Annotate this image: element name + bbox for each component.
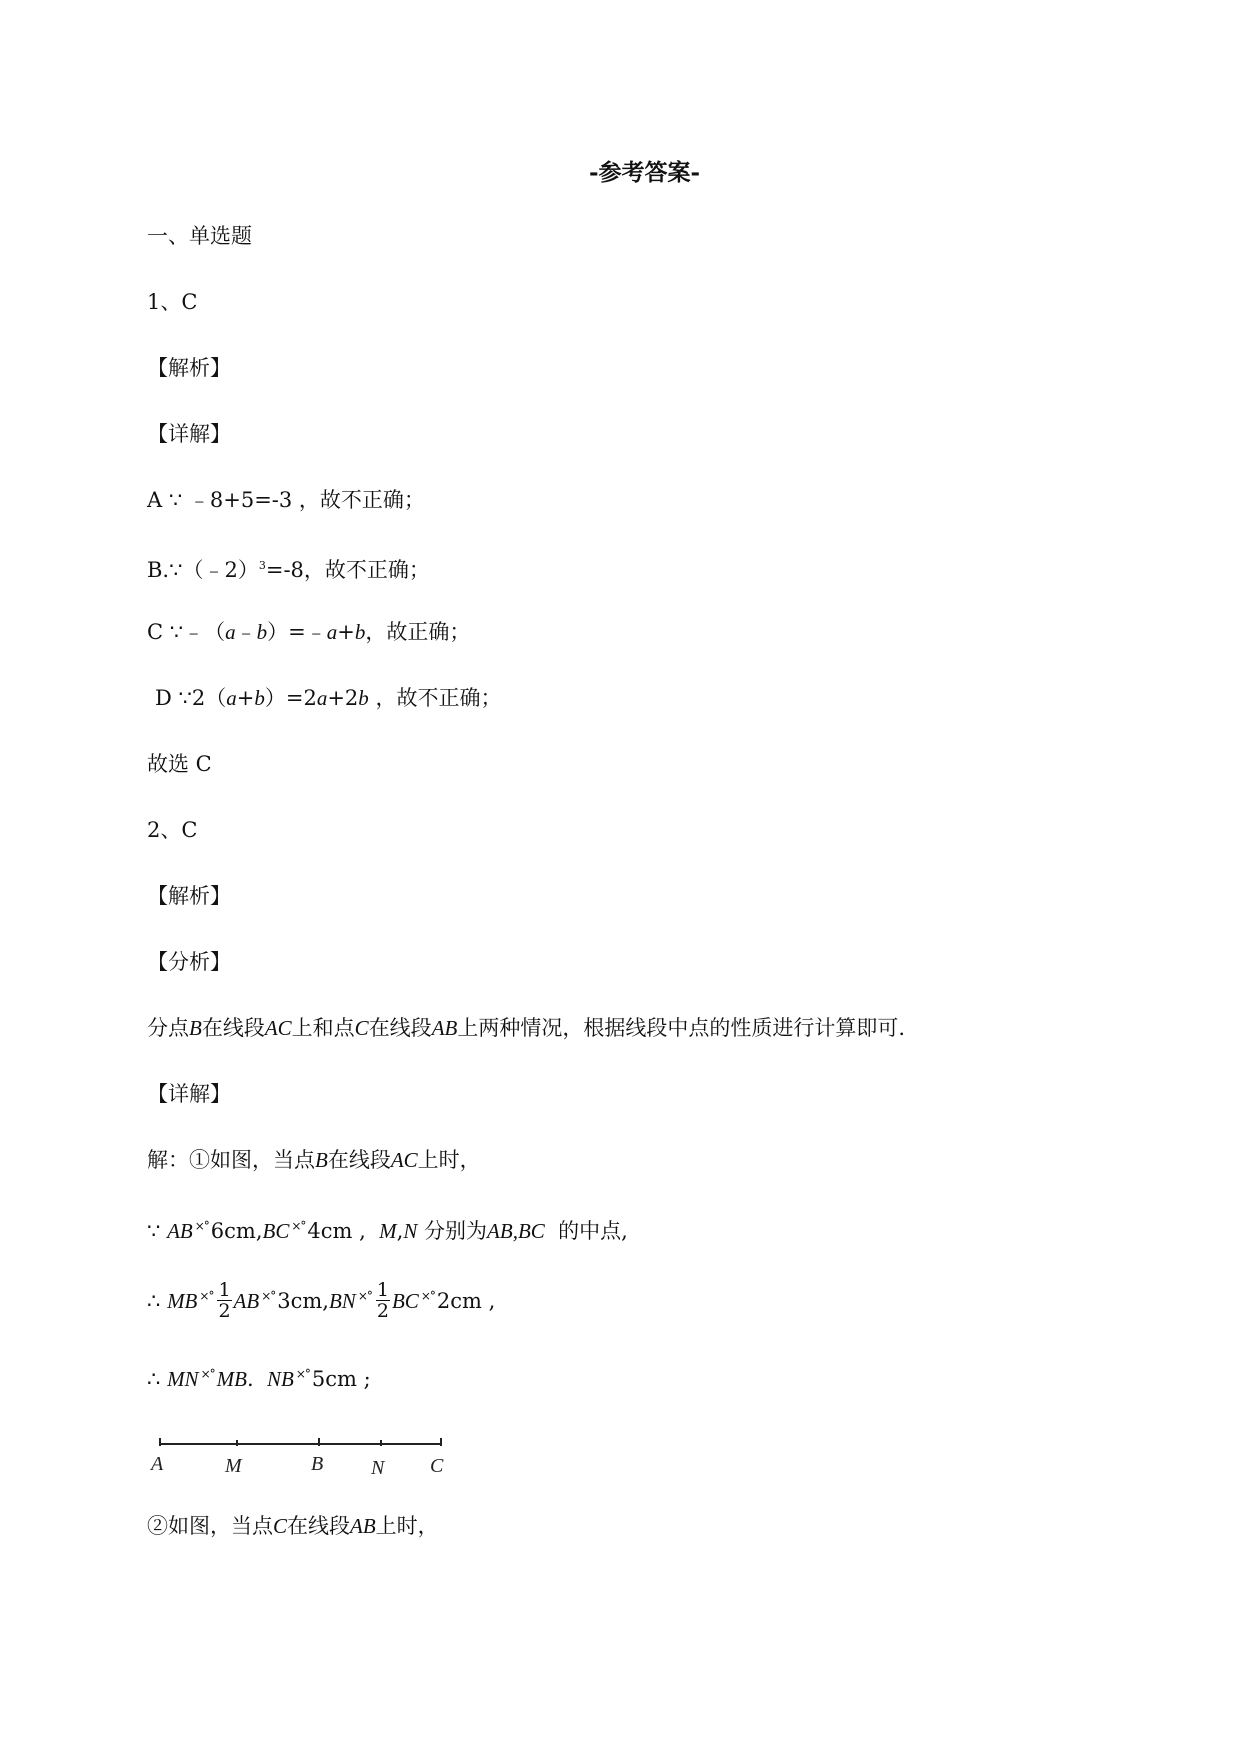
q2-analysis-p2: 在线段 <box>201 1016 265 1040</box>
q2-given <box>147 1212 628 1245</box>
equals-glyph: ×° <box>357 1289 372 1303</box>
q1-d-mid: ）=2 <box>264 686 317 710</box>
q1-c-b2: b <box>354 620 366 644</box>
q1-c-mid: ﹣ <box>235 620 257 644</box>
q2-given-bc-val: 4cm , <box>307 1219 366 1243</box>
q1-c-a2: a <box>326 620 338 644</box>
q1-analysis-header: 【解析】 <box>147 356 231 380</box>
q2-case2-p1: ②如图，当点 <box>147 1514 273 1538</box>
equals-glyph: ×° <box>420 1289 435 1303</box>
label-c: C <box>430 1455 444 1477</box>
q1-option-c <box>147 618 470 646</box>
label-b: B <box>311 1453 324 1475</box>
q1-d-plus: + <box>236 686 255 710</box>
q1-option-a: A ∵ ﹣8+5=-3 ，故不正确； <box>147 488 425 512</box>
q2-case2 <box>147 1512 439 1540</box>
q2-analysis-p3: 上和点 <box>291 1016 355 1040</box>
fraction-half <box>217 1280 231 1321</box>
q1-d-a2: a <box>316 686 328 710</box>
q2-analysis-c: C <box>354 1016 369 1040</box>
q2-given-ab: AB <box>167 1219 193 1243</box>
q2-case2-c: C <box>273 1514 288 1538</box>
q1-c-plus: + <box>337 620 355 644</box>
q2-analysis-sub: 【分析】 <box>147 950 231 974</box>
q1-d-b: b <box>254 686 265 710</box>
q2-step1-val2: 2cm , <box>436 1289 496 1313</box>
q1-c-a: a <box>225 620 236 644</box>
q1-c-suffix: ，故正确； <box>365 620 471 644</box>
q2-case1-p3: 上时， <box>417 1148 481 1172</box>
q2-given-text2: 的中点, <box>558 1219 628 1243</box>
fraction-denominator: 2 <box>376 1300 389 1322</box>
q2-step2-dot: . <box>246 1367 254 1391</box>
q1-b-part2: =-8，故不正确； <box>265 558 430 582</box>
q1-option-d <box>155 684 501 712</box>
q2-answer: 2、C <box>147 818 198 842</box>
q2-case2-p2: 在线段 <box>287 1514 351 1538</box>
q1-b-exponent: 3 <box>258 559 266 572</box>
q2-case1-p2: 在线段 <box>327 1148 391 1172</box>
q2-case1 <box>147 1146 481 1174</box>
q2-case2-ab: AB <box>350 1514 376 1538</box>
q2-step1-bn: BN <box>328 1289 356 1313</box>
q2-analysis-ac: AC <box>264 1016 292 1040</box>
fraction-denominator: 2 <box>218 1300 231 1322</box>
q2-step2-mn: MN <box>167 1367 199 1391</box>
q1-d-a: a <box>226 686 237 710</box>
q1-c-mid2: ）=﹣ <box>267 620 327 644</box>
q1-d-b2: b <box>358 686 369 710</box>
q2-step1-val: 3cm, <box>277 1289 329 1313</box>
q2-step1-ab: AB <box>233 1289 260 1313</box>
q2-step2-val: 5cm ; <box>311 1367 371 1391</box>
q2-detail-header: 【详解】 <box>147 1082 231 1106</box>
q2-case2-p3: 上时， <box>375 1514 439 1538</box>
q1-d-plus2: +2 <box>327 686 359 710</box>
q2-case1-p1: 解：①如图，当点 <box>147 1148 315 1172</box>
fraction-half <box>376 1280 390 1321</box>
q2-step1-mb: MB <box>167 1289 198 1313</box>
q2-analysis-ab: AB <box>431 1016 458 1040</box>
fraction-numerator: 1 <box>376 1279 389 1301</box>
section-heading: 一、单选题 <box>147 224 252 248</box>
equals-glyph: ×° <box>199 1289 214 1303</box>
page-title: -参考答案- <box>588 159 701 186</box>
q2-given-comma: , <box>396 1219 404 1243</box>
q2-given-abbc: AB,BC <box>487 1219 545 1243</box>
q1-answer: 1、C <box>147 290 198 314</box>
q2-analysis-p1: 分点 <box>147 1016 189 1040</box>
equals-glyph: ×° <box>194 1219 209 1233</box>
equals-glyph: ×° <box>261 1289 276 1303</box>
label-a: A <box>151 1453 164 1475</box>
q2-analysis-b: B <box>189 1016 202 1040</box>
equals-glyph: ×° <box>295 1367 310 1381</box>
q1-b-part1: B.∵（﹣2） <box>147 558 259 582</box>
q1-d-prefix: D ∵2（ <box>155 686 227 710</box>
label-n: N <box>371 1457 385 1479</box>
q2-given-n: N <box>403 1219 418 1243</box>
q2-analysis-header: 【解析】 <box>147 884 231 908</box>
q2-step1 <box>147 1279 496 1323</box>
q1-option-b <box>147 552 430 584</box>
q2-step2-nb: NB <box>267 1367 294 1391</box>
q1-c-b: b <box>256 620 268 644</box>
segment-figure <box>145 1430 465 1490</box>
q2-given-m: M <box>379 1219 397 1243</box>
q2-given-bc: BC <box>262 1219 290 1243</box>
therefore-symbol: ∴ <box>147 1289 161 1313</box>
q2-case1-ac: AC <box>390 1148 418 1172</box>
q2-analysis-p4: 在线段 <box>368 1016 432 1040</box>
q2-analysis-p5: 上两种情况，根据线段中点的性质进行计算即可. <box>457 1016 906 1040</box>
q2-case1-b: B <box>315 1148 328 1172</box>
q2-analysis-text <box>147 1014 905 1042</box>
q2-given-ab-val: 6cm, <box>210 1219 263 1243</box>
fraction-numerator: 1 <box>218 1279 231 1301</box>
q1-detail-header: 【详解】 <box>147 422 231 446</box>
equals-glyph: ×° <box>200 1367 215 1381</box>
q1-c-prefix: C ∵﹣（ <box>147 620 226 644</box>
q2-step1-bc: BC <box>391 1289 419 1313</box>
q1-d-suffix: ，故不正确； <box>368 686 502 710</box>
q1-conclusion: 故选 C <box>147 752 212 776</box>
q2-step2 <box>147 1360 371 1393</box>
label-m: M <box>225 1455 242 1477</box>
therefore-symbol: ∴ <box>147 1367 161 1391</box>
q2-given-text: 分别为 <box>424 1219 488 1243</box>
equals-glyph: ×° <box>291 1219 306 1233</box>
because-symbol: ∵ <box>147 1219 161 1243</box>
q2-step2-mb: MB <box>216 1367 247 1391</box>
